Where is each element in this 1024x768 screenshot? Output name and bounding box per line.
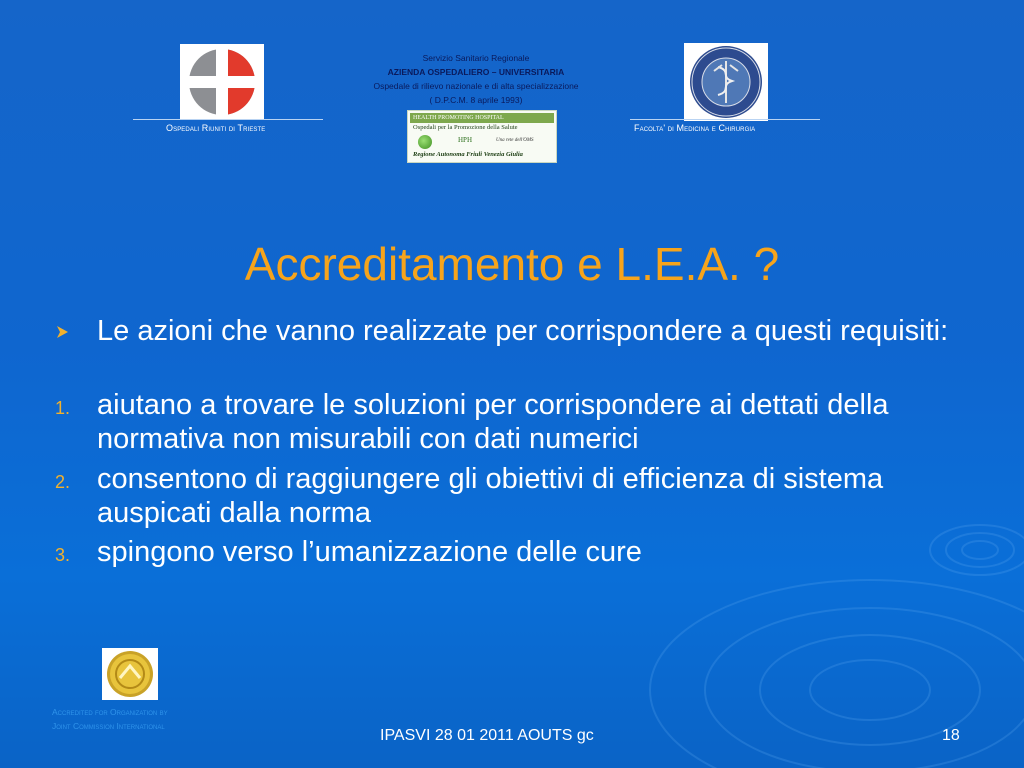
left-header-divider — [133, 119, 323, 120]
arrow-bullet-icon — [55, 324, 71, 340]
list-item-number: 3. — [55, 545, 71, 565]
right-org-caption: Facolta' di Medicina e Chirurgia — [634, 123, 756, 133]
hph-logo-tagline: Una rete dell'OMS — [496, 138, 534, 143]
left-org-caption: Ospedali Riuniti di Trieste — [166, 123, 266, 133]
ospedali-riuniti-logo — [180, 44, 264, 120]
center-header-line-3: Ospedale di rilievo nazionale e di alta specializzazione — [373, 81, 579, 91]
hph-logo-region: Regione Autonoma Friuli Venezia Giulia — [413, 151, 523, 158]
list-item-number: 1. — [55, 398, 71, 418]
footer-text: IPASVI 28 01 2011 AOUTS gc — [380, 727, 594, 744]
jci-caption-line-1: Accredited for Organization by — [52, 707, 168, 717]
hph-globe-icon — [418, 135, 432, 149]
intro-text: Le azioni che vanno realizzate per corrispondere a questi requisiti: — [97, 315, 949, 347]
facolta-medicina-logo — [684, 43, 768, 121]
center-header-line-1: Servizio Sanitario Regionale — [422, 53, 530, 63]
jci-caption-line-2: Joint Commission International — [52, 721, 165, 731]
list-item-text: spingono verso l’umanizzazione delle cure — [97, 536, 642, 568]
list-item-number: 2. — [55, 472, 71, 492]
hph-logo-top: HEALTH PROMOTING HOSPITAL — [410, 113, 554, 123]
center-header — [340, 51, 612, 107]
hph-logo-acronym: HPH — [458, 136, 473, 144]
list-item-text: aiutano a trovare le soluzioni per corrispondere ai dettati della normativa non misurabili con dati numerici — [97, 389, 889, 455]
center-header-line-4: ( D.P.C.M. 8 aprile 1993) — [429, 95, 523, 105]
slide-title: Accreditamento e L.E.A. ? — [244, 238, 780, 290]
hph-logo — [407, 110, 557, 163]
page-number: 18 — [942, 727, 960, 744]
center-header-line-2: AZIENDA OSPEDALIERO – UNIVERSITARIA — [387, 67, 565, 77]
hph-logo-subtitle: Ospedali per la Promozione della Salute — [413, 124, 518, 131]
list-item-text: consentono di raggiungere gli obiettivi di efficienza di sistema auspicati dalla norma — [97, 463, 884, 529]
jci-seal-logo — [102, 648, 158, 700]
right-header-divider — [630, 119, 820, 120]
